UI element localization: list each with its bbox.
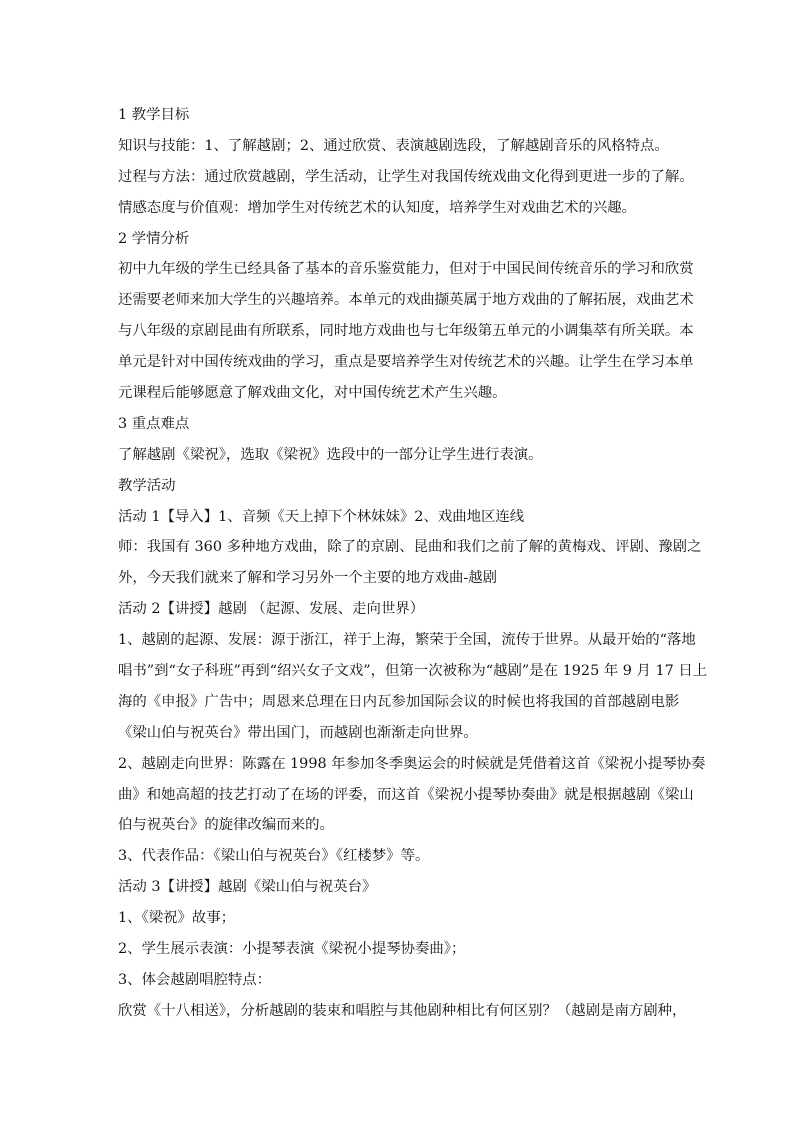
paragraph-line: 唱书”到“女子科班”再到“绍兴女子文戏”，但第一次被称为“越剧”是在 1925 年 9 月 17 日上 (118, 663, 708, 680)
section-heading: 1 教学目标 (118, 107, 190, 123)
paragraph-line: 与八年级的京剧昆曲有所联系，同时地方戏曲也与七年级第五单元的小调集萃有所关联。本 (118, 323, 694, 340)
paragraph-line: 海的《申报》广告中；周恩来总理在日内瓦参加国际会议的时候也将我国的首部越剧电影 (118, 693, 680, 710)
document-body (118, 100, 708, 1027)
activity-heading: 活动 3【讲授】越剧《梁山伯与祝英台》 (118, 879, 377, 896)
paragraph-line: 过程与方法：通过欣赏越剧，学生活动，让学生对我国传统戏曲文化得到更进一步的了解。 (118, 168, 694, 185)
paragraph-line: 《梁山伯与祝英台》带出国门，而越剧也渐渐走向世界。 (118, 724, 478, 741)
paragraph-line: 曲》和她高超的技艺打动了在场的评委，而这首《梁祝小提琴协奏曲》就是根据越剧《梁山 (118, 786, 694, 803)
paragraph-line: 3、体会越剧唱腔特点： (118, 971, 272, 988)
paragraph-line: 伯与祝英台》的旋律改编而来的。 (118, 817, 334, 834)
paragraph-line: 单元是针对中国传统戏曲的学习，重点是要培养学生对传统艺术的兴趣。让学生在学习本单 (118, 354, 694, 371)
paragraph-line: 1、越剧的起源、发展：源于浙江，祥于上海，繁荣于全国，流传于世界。从最开始的“落地 (118, 632, 696, 649)
paragraph-line: 情感态度与价值观：增加学生对传统艺术的认知度，培养学生对戏曲艺术的兴趣。 (118, 199, 637, 216)
activity-heading: 活动 2【讲授】越剧 （起源、发展、走向世界） (118, 601, 425, 618)
paragraph-line: 还需要老师来加大学生的兴趣培养。本单元的戏曲撷英属于地方戏曲的了解拓展，戏曲艺术 (118, 292, 694, 309)
paragraph-line: 2、越剧走向世界：陈露在 1998 年参加冬季奥运会的时候就是凭借着这首《梁祝小提琴协奏 (118, 755, 706, 772)
paragraph-line: 元课程后能够愿意了解戏曲文化，对中国传统艺术产生兴趣。 (118, 385, 507, 402)
activity-heading: 活动 1【导入】1、音频《天上掉下个林妹妹》2、戏曲地区连线 (118, 508, 525, 525)
section-heading: 3 重点难点 (118, 415, 190, 432)
paragraph-line: 外，今天我们就来了解和学习另外一个主要的地方戏曲-越剧 (118, 570, 498, 587)
paragraph-line: 师：我国有 360 多种地方戏曲，除了的京剧、昆曲和我们之前了解的黄梅戏、评剧、豫剧之 (118, 539, 702, 556)
paragraph-line: 了解越剧《梁祝》，选取《梁祝》选段中的一部分让学生进行表演。 (118, 446, 543, 463)
paragraph-line: 知识与技能：1、了解越剧；2、通过欣赏、表演越剧选段，了解越剧音乐的风格特点。 (118, 137, 669, 154)
paragraph-line: 3、代表作品：《梁山伯与祝英台》《红楼梦》等。 (118, 848, 430, 865)
paragraph-line: 欣赏《十八相送》，分析越剧的装束和唱腔与其他剧种相比有何区别？（越剧是南方剧种， (118, 1002, 687, 1019)
paragraph-line: 1、《梁祝》故事； (118, 910, 236, 927)
section-heading: 教学活动 (118, 477, 176, 494)
paragraph-line: 初中九年级的学生已经具备了基本的音乐鉴赏能力，但对于中国民间传统音乐的学习和欣赏 (118, 261, 694, 278)
section-heading: 2 学情分析 (118, 230, 190, 247)
paragraph-line: 2、学生展示表演：小提琴表演《梁祝小提琴协奏曲》； (118, 941, 466, 958)
